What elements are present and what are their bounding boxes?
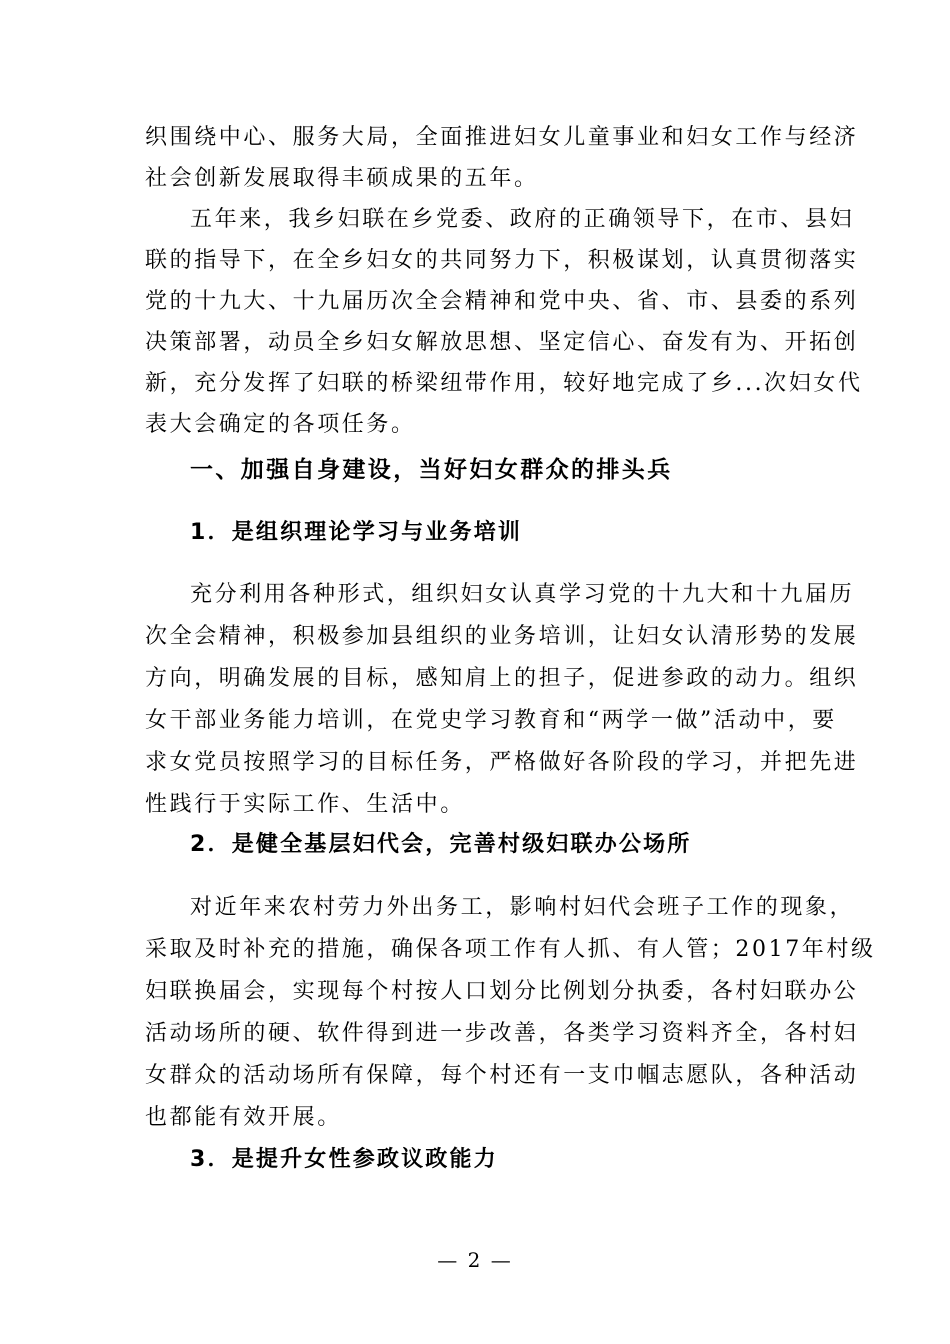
paragraph-line: 充分利用各种形式，组织妇女认真学习党的十九大和十九届历 <box>190 582 855 607</box>
subsection-heading: 2．是健全基层妇代会，完善村级妇联办公场所 <box>190 832 692 857</box>
paragraph-line: 次全会精神，积极参加县组织的业务培训，让妇女认清形势的发展 <box>145 624 859 649</box>
paragraph-line: 党的十九大、十九届历次全会精神和党中央、省、市、县委的系列 <box>145 289 859 314</box>
paragraph-line: 采取及时补充的措施，确保各项工作有人抓、有人管；2017年村级 <box>145 937 876 962</box>
paragraph-line: 女干部业务能力培训，在党史学习教育和“两学一做”活动中，要 <box>145 708 837 733</box>
intro-line: 社会创新发展取得丰硕成果的五年。 <box>145 166 539 191</box>
paragraph-line: 五年来，我乡妇联在乡党委、政府的正确领导下，在市、县妇 <box>190 207 855 232</box>
subsection-heading: 3．是提升女性参政议政能力 <box>190 1147 498 1172</box>
section-heading: 一、加强自身建设，当好妇女群众的排头兵 <box>190 457 673 483</box>
paragraph-line: 对近年来农村劳力外出务工，影响村妇代会班子工作的现象， <box>190 895 855 920</box>
page-number: — 2 — <box>437 1248 513 1272</box>
paragraph-line: 表大会确定的各项任务。 <box>145 412 416 437</box>
subsection-heading: 1．是组织理论学习与业务培训 <box>190 520 523 545</box>
paragraph-line: 求女党员按照学习的目标任务，严格做好各阶段的学习，并把先进 <box>145 750 859 775</box>
paragraph-line: 活动场所的硬、软件得到进一步改善，各类学习资料齐全，各村妇 <box>145 1021 859 1046</box>
paragraph-line: 妇联换届会，实现每个村按人口划分比例划分执委，各村妇联办公 <box>145 979 859 1004</box>
paragraph-line: 性践行于实际工作、生活中。 <box>145 792 465 817</box>
paragraph-line: 方向，明确发展的目标，感知肩上的担子，促进参政的动力。组织 <box>145 666 859 691</box>
paragraph-line: 也都能有效开展。 <box>145 1105 342 1130</box>
paragraph-line: 联的指导下，在全乡妇女的共同努力下，积极谋划，认真贯彻落实 <box>145 248 859 273</box>
intro-line: 织围绕中心、服务大局，全面推进妇女儿童事业和妇女工作与经济 <box>145 125 859 150</box>
paragraph-line: 决策部署，动员全乡妇女解放思想、坚定信心、奋发有为、开拓创 <box>145 330 859 355</box>
paragraph-line: 新，充分发挥了妇联的桥梁纽带作用，较好地完成了乡...次妇女代 <box>145 371 863 396</box>
paragraph-line: 女群众的活动场所有保障，每个村还有一支巾帼志愿队，各种活动 <box>145 1063 859 1088</box>
